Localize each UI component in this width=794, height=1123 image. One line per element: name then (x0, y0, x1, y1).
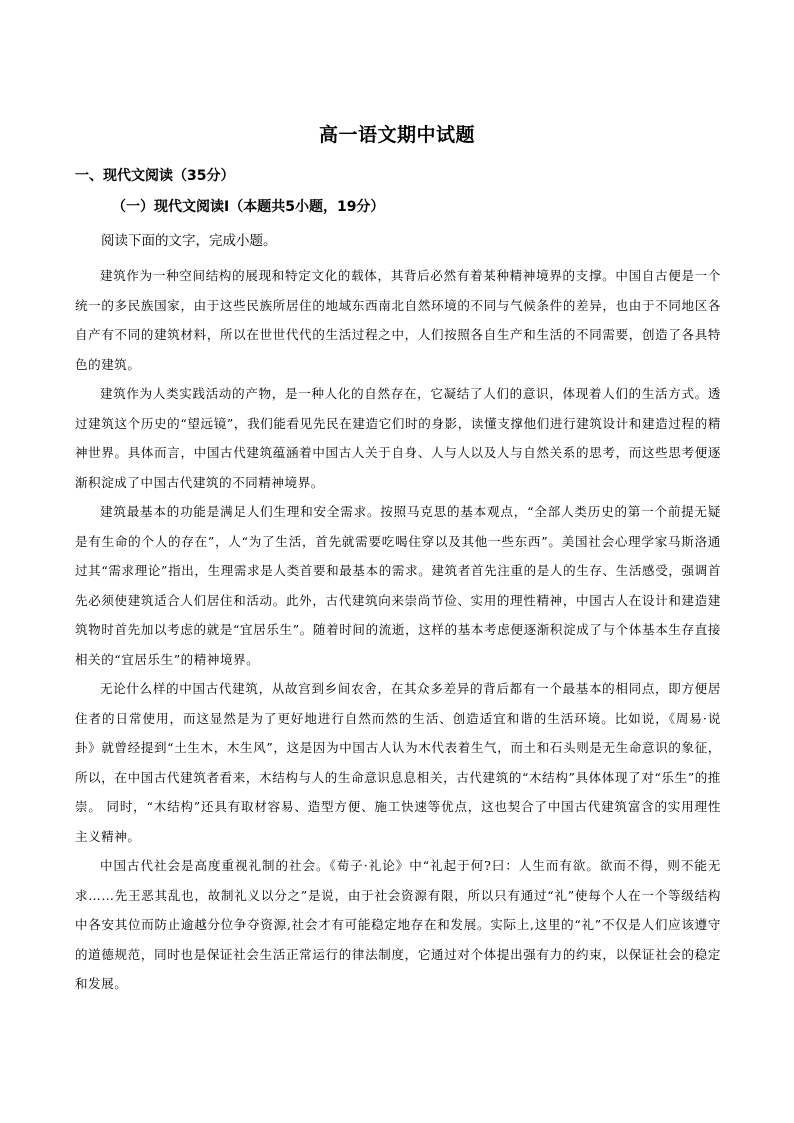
passage-paragraph: 无论什么样的中国古代建筑，从故宫到乡间农舍，在其众多差异的背后都有一个最基本的相同点，即方便居住者的日常使用，而这显然是为了更好地进行自然而然的生活、创造适宜和谐的生活环境。比如说，《周易·说卦》就曾经提到“土生木，木生风”，这是因为中国古人认为木代表着生气，而土和石头则是无生命意识的象征，所以，在中国古代建筑者看来，木结构与人的生命意识息息相关，古代建筑的“木结构”具体体现了对“乐生”的推崇。 同时，“木结构”还具有取材容易、造型方便、施工快速等优点，这也契合了中国古代建筑富含的实用理性主义精神。 (75, 681, 721, 844)
reading-instruction: 阅读下面的文字，完成小题。 (101, 233, 277, 249)
passage-paragraph: 中国古代社会是高度重视礼制的社会。《荀子·礼论》中“礼起于何?曰：人生而有欲。欲而不得，则不能无求……先王恶其乱也，故制礼义以分之”是说，由于社会资源有限，所以只有通过“礼”使每个人在一个等级结构中各安其位而防止逾越分位争夺资源,社会才有可能稳定地存在和发展。实际上,这里的“礼”不仅是人们应该遵守的道德规范，同时也是保证社会生活正常运行的律法制度，它通过对个体提出强有力的约束，以保证社会的稳定和发展。 (75, 858, 721, 991)
passage-paragraph: 建筑最基本的功能是满足人们生理和安全需求。按照马克思的基本观点，“全部人类历史的第一个前提无疑是有生命的个人的存在”，人“为了生活，首先就需要吃喝住穿以及其他一些东西”。美国社会心理学家马斯洛通过其“需求理论”指出，生理需求是人类首要和最基本的需求。建筑者首先注重的是人的生存、生活感受，强调首先必须使建筑适合人们居住和活动。此外，古代建筑向来崇尚节俭、实用的理性精神，中国古人在设计和建造建筑物时首先加以考虑的就是“宜居乐生”。随着时间的流逝，这样的基本考虑便逐渐积淀成了与个体基本生存直接相关的“宜居乐生”的精神境界。 (75, 504, 721, 667)
subsection-heading: （一）现代文阅读Ⅰ（本题共5小题，19分） (112, 199, 385, 215)
passage-paragraph: 建筑作为一种空间结构的展现和特定文化的载体，其背后必然有着某种精神境界的支撑。中国自古便是一个统一的多民族国家，由于这些民族所居住的地域东西南北自然环境的不同与气候条件的差异，也由于不同地区各自产有不同的建筑材料，所以在世世代代的生活过程之中，人们按照各自生产和生活的不同需要，创造了各具特色的建筑。 (75, 268, 721, 372)
reading-passage (75, 261, 721, 999)
passage-paragraph: 建筑作为人类实践活动的产物，是一种人化的自然存在，它凝结了人们的意识，体现着人们的生活方式。透过建筑这个历史的“望远镜”，我们能看见先民在建造它们时的身影，读懂支撑他们进行建筑设计和建造过程的精神世界。具体而言，中国古代建筑蕴涵着中国古人关于自身、人与人以及人与自然关系的思考，而这些思考便逐渐积淀成了中国古代建筑的不同精神境界。 (75, 386, 721, 490)
section-heading: 一、现代文阅读（35分） (75, 168, 235, 184)
page-title: 高一语文期中试题 (318, 124, 475, 146)
